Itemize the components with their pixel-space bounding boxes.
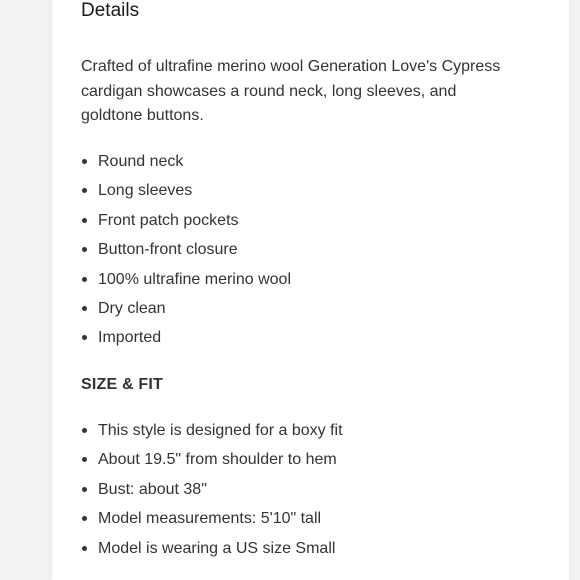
list-item — [81, 265, 291, 294]
bullet-icon — [82, 335, 87, 340]
bullet-icon — [82, 516, 87, 521]
bullet-icon — [82, 487, 87, 492]
list-item — [81, 206, 291, 235]
product-description: Crafted of ultrafine merino wool Generation Love's Cypress cardigan showcases a round neck, long sleeves, and goldtone buttons. — [81, 58, 501, 124]
list-item-text: Round neck — [98, 153, 184, 170]
list-item — [81, 416, 343, 445]
list-item-text: About 19.5" from shoulder to hem — [98, 451, 337, 469]
list-item — [81, 294, 291, 323]
bullet-icon — [82, 277, 87, 282]
list-item-text: Button-front closure — [98, 241, 238, 259]
list-item — [81, 534, 343, 563]
list-item — [81, 323, 291, 352]
bullet-icon — [82, 159, 87, 164]
bullet-icon — [82, 546, 87, 551]
bullet-icon — [82, 218, 87, 223]
list-item-text: Imported — [98, 329, 162, 347]
list-item-text: Long sleeves — [98, 182, 193, 200]
list-item-text: Bust: about 38" — [98, 480, 207, 498]
list-item-text: Front patch pockets — [98, 211, 239, 229]
list-item — [81, 235, 291, 264]
size-fit-list — [81, 416, 343, 563]
list-item-text: This style is designed for a boxy fit — [98, 422, 343, 439]
details-heading: Details — [81, 0, 140, 21]
list-item-text: Model measurements: 5'10" tall — [98, 510, 322, 528]
size-fit-heading: SIZE & FIT — [81, 376, 163, 393]
list-item — [81, 445, 343, 474]
product-details-panel — [52, 0, 569, 580]
list-item — [81, 504, 343, 533]
details-feature-list — [81, 147, 291, 353]
bullet-icon — [82, 188, 87, 193]
bullet-icon — [82, 428, 87, 433]
list-item-text: 100% ultrafine merino wool — [98, 270, 291, 288]
list-item — [81, 147, 291, 176]
bullet-icon — [82, 457, 87, 462]
list-item — [81, 475, 343, 504]
bullet-icon — [82, 247, 87, 252]
bullet-icon — [82, 306, 87, 311]
list-item-text: Dry clean — [98, 299, 166, 317]
list-item-text: Model is wearing a US size Small — [98, 539, 336, 557]
list-item — [81, 176, 291, 205]
